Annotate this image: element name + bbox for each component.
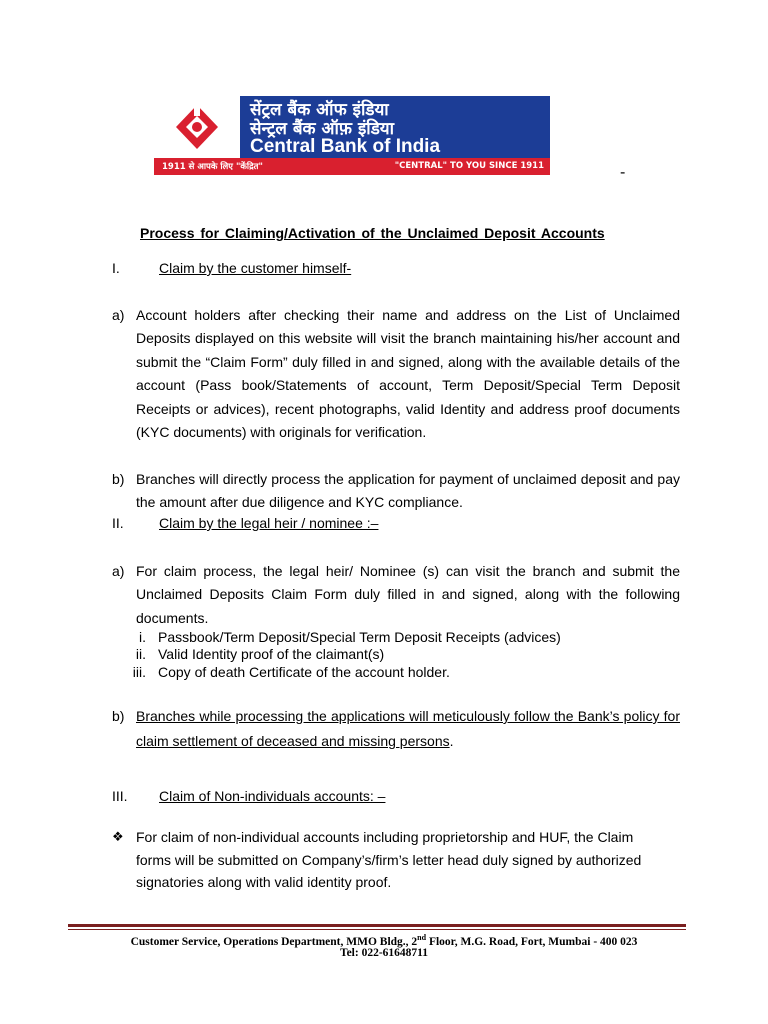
section-1-title: Claim by the customer himself- [159, 260, 352, 276]
document-text: Passbook/Term Deposit/Special Term Deposit Receipts (advices) [158, 629, 561, 645]
section-1-item-a [112, 304, 680, 444]
document-text: Copy of death Certificate of the account holder. [158, 664, 450, 680]
section-2-item-b [112, 704, 680, 754]
document-item-2 [112, 646, 680, 664]
item-marker: b) [112, 471, 125, 487]
roman-marker: i. [139, 629, 146, 645]
section-2-number: II. [112, 515, 124, 531]
logo-hindi-line1: सेंट्रल बैंक ऑफ इंडिया [250, 100, 389, 120]
section-3-bullet [112, 826, 672, 894]
bank-emblem-icon [154, 96, 240, 158]
section-3-number: III. [112, 788, 128, 804]
section-1-number: I. [112, 260, 120, 276]
tagline-english: "CENTRAL" TO YOU SINCE 1911 [394, 161, 544, 171]
roman-marker: ii. [135, 646, 146, 662]
logo-english-name: Central Bank of India [250, 136, 441, 157]
footer-rule-thick [68, 924, 686, 927]
top-dash: - [620, 164, 626, 181]
footer-address: Customer Service, Operations Department, MMO Bldg., 2nd Floor, M.G. Road, Fort, Mumbai - 400 023 [130, 933, 638, 948]
section-2-item-a [112, 560, 680, 630]
bank-logo [154, 96, 550, 175]
item-marker: a) [112, 563, 125, 579]
item-marker: b) [112, 708, 125, 724]
roman-marker: iii. [132, 664, 146, 680]
footer-tel: Tel: 022-61648711 [339, 947, 429, 959]
item-text: Account holders after checking their name and address on the List of Unclaimed Deposits displayed on this website will visit the branch maintaining his/her account and submit the “Claim Form” duly filled in and signed, along with the available details of the account (Pass book/Statements of account, Term Deposit/Special Term Deposit Receipts or advices), recent photographs, valid Identity and address proof documents (KYC documents) with originals for verification. [136, 307, 680, 441]
logo-tagline-band [154, 158, 550, 175]
document-item-3 [112, 664, 680, 682]
item-text: Branches will directly process the application for payment of unclaimed deposit and pay the amount after due diligence and KYC compliance. [136, 471, 680, 511]
page-title: Process for Claiming/Activation of the Unclaimed Deposit Accounts [140, 225, 605, 241]
tagline-hindi: 1911 से आपके लिए "केंद्रित" [162, 162, 263, 172]
section-2-title: Claim by the legal heir / nominee :– [159, 515, 379, 531]
item-text: Branches while processing the applications will meticulously follow the Bank’s policy for claim settlement of deceased and missing persons [136, 708, 680, 749]
diamond-bullet-icon: ❖ [112, 829, 124, 844]
footer-rule-thin [68, 929, 686, 930]
item-suffix: . [449, 733, 454, 749]
document-item-1 [112, 629, 680, 647]
item-text: For claim process, the legal heir/ Nominee (s) can visit the branch and submit the Unclaimed Deposits Claim Form duly filled in and signed, along with the following documents. [136, 563, 680, 626]
section-1-item-b [112, 468, 680, 515]
item-marker: a) [112, 307, 125, 323]
logo-emblem [154, 96, 240, 158]
bullet-text: For claim of non-individual accounts including proprietorship and HUF, the Claim forms will be submitted on Company’s/firm’s letter head duly signed by authorized signatories along with valid identity proof. [136, 829, 642, 890]
document-text: Valid Identity proof of the claimant(s) [158, 646, 385, 662]
logo-hindi-line2: सेन्ट्रल बैंक ऑफ़ इंडिया [250, 119, 395, 139]
section-3-title: Claim of Non-individuals accounts: – [159, 788, 386, 804]
